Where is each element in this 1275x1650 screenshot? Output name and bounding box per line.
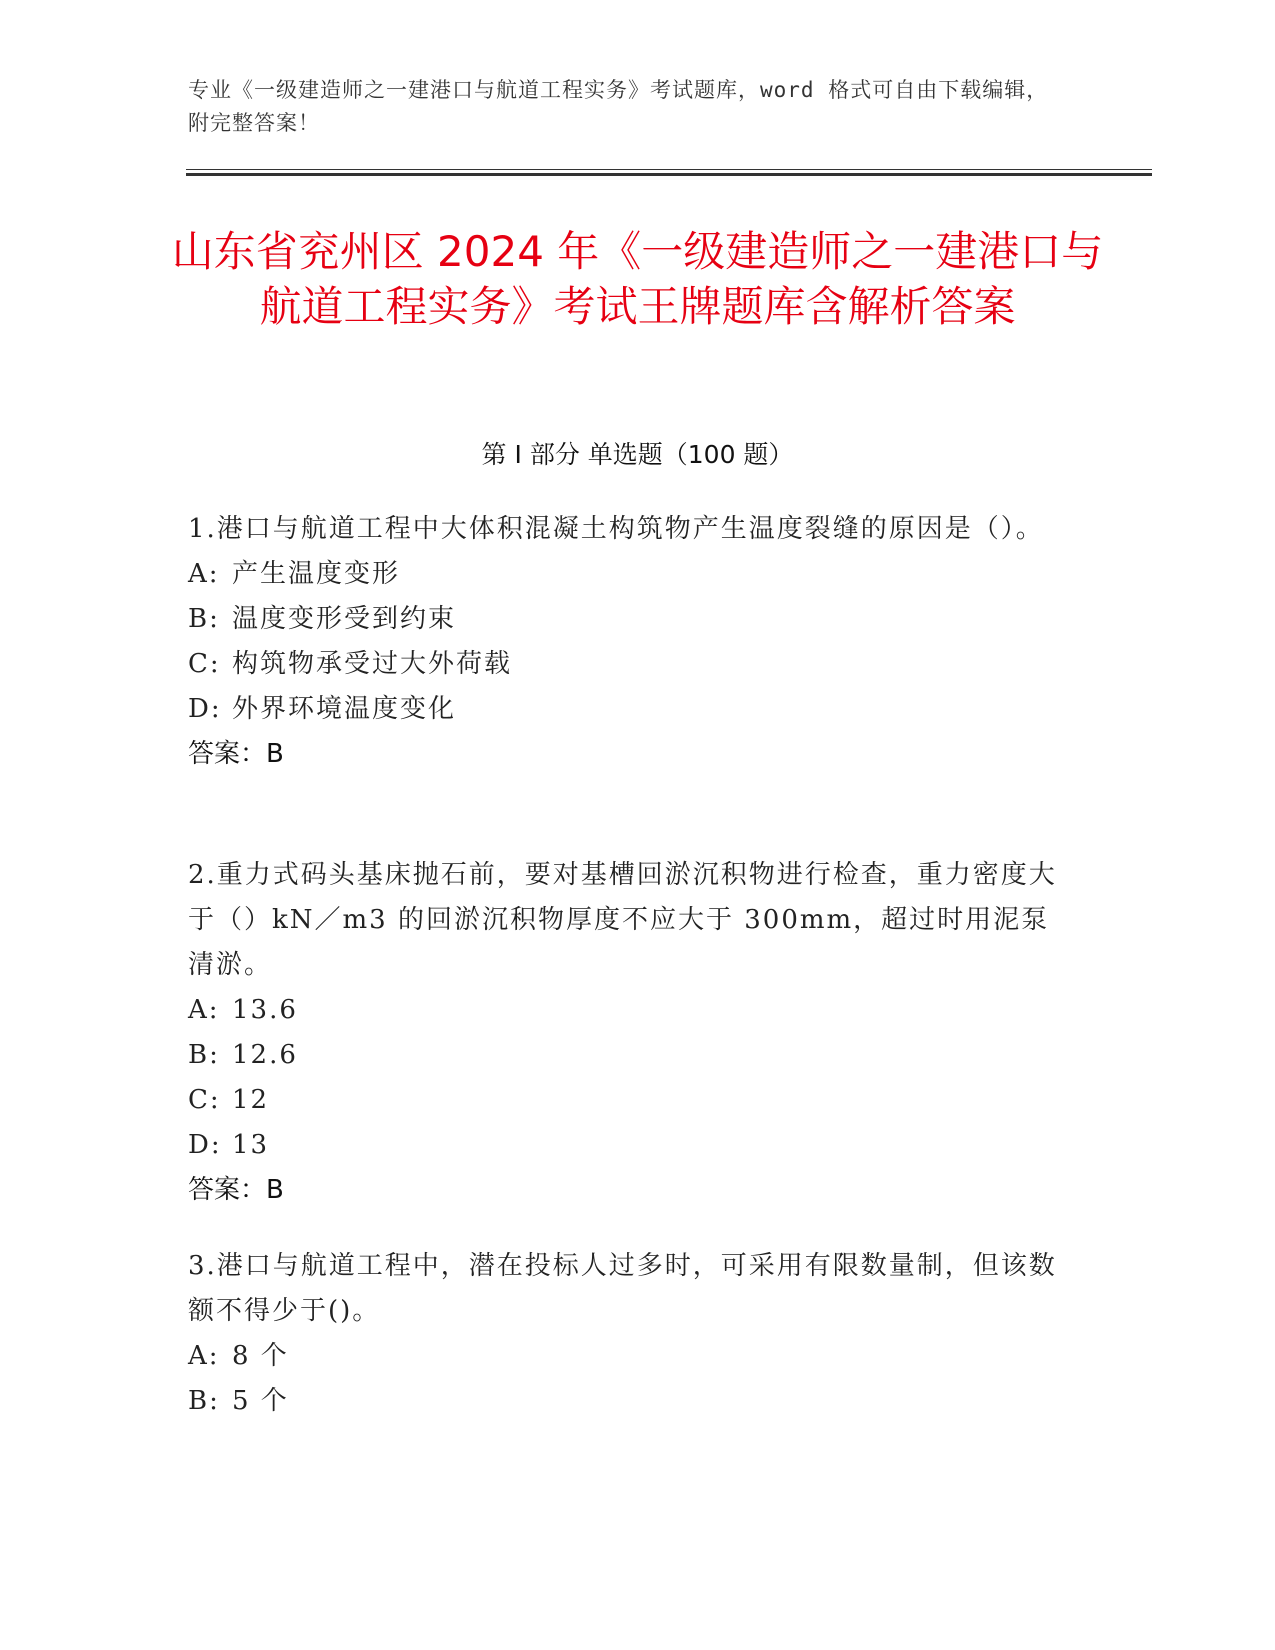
option-b (188, 1033, 1068, 1078)
option-key: B: (188, 1386, 220, 1416)
question-stem: 3.港口与航道工程中，潜在投标人过多时，可采用有限数量制，但该数额不得少于()。 (188, 1251, 1057, 1326)
option-key: B: (188, 604, 220, 634)
option-key: A: (188, 995, 220, 1025)
option-a (188, 988, 1068, 1033)
option-text: 12.6 (232, 1040, 298, 1070)
option-text: 8 个 (232, 1341, 289, 1371)
option-key: C: (188, 649, 221, 679)
question-1 (188, 507, 1068, 777)
header-divider-thin (186, 169, 1152, 170)
answer: 答案：B (188, 739, 284, 769)
option-text: 温度变形受到约束 (232, 604, 457, 634)
option-text: 13.6 (232, 995, 298, 1025)
option-text: 外界环境温度变化 (232, 694, 457, 724)
option-key: D: (188, 694, 222, 724)
section-title: 第 I 部分 单选题（100 题） (481, 440, 794, 469)
option-key: A: (188, 559, 220, 589)
option-a (188, 1334, 1068, 1379)
option-b (188, 597, 1068, 642)
option-text: 5 个 (232, 1386, 289, 1416)
option-key: C: (188, 1085, 221, 1115)
option-text: 构筑物承受过大外荷载 (232, 649, 513, 679)
header-note: 专业《一级建造师之一建港口与航道工程实务》考试题库，word 格式可自由下载编辑，附完整答案！ (188, 78, 1049, 135)
option-c (188, 642, 1068, 687)
header-divider-thick (186, 173, 1152, 176)
option-text: 13 (232, 1130, 270, 1160)
option-a (188, 552, 1068, 597)
question-stem: 1.港口与航道工程中大体积混凝土构筑物产生温度裂缝的原因是（）。 (188, 514, 1044, 544)
option-d (188, 687, 1068, 732)
option-key: D: (188, 1130, 222, 1160)
question-2 (188, 853, 1068, 1213)
option-text: 产生温度变形 (232, 559, 401, 589)
question-3 (188, 1244, 1068, 1424)
option-key: A: (188, 1341, 220, 1371)
option-d (188, 1123, 1068, 1168)
document-title: 山东省兖州区 2024 年《一级建造师之一建港口与航道工程实务》考试王牌题库含解析答案 (171, 227, 1104, 331)
option-text: 12 (232, 1085, 270, 1115)
option-b (188, 1379, 1068, 1424)
question-stem: 2.重力式码头基床抛石前，要对基槽回淤沉积物进行检查，重力密度大于（）kN／m3 的回淤沉积物厚度不应大于 300mm，超过时用泥泵清淤。 (188, 860, 1057, 980)
answer: 答案：B (188, 1175, 284, 1205)
option-c (188, 1078, 1068, 1123)
option-key: B: (188, 1040, 220, 1070)
